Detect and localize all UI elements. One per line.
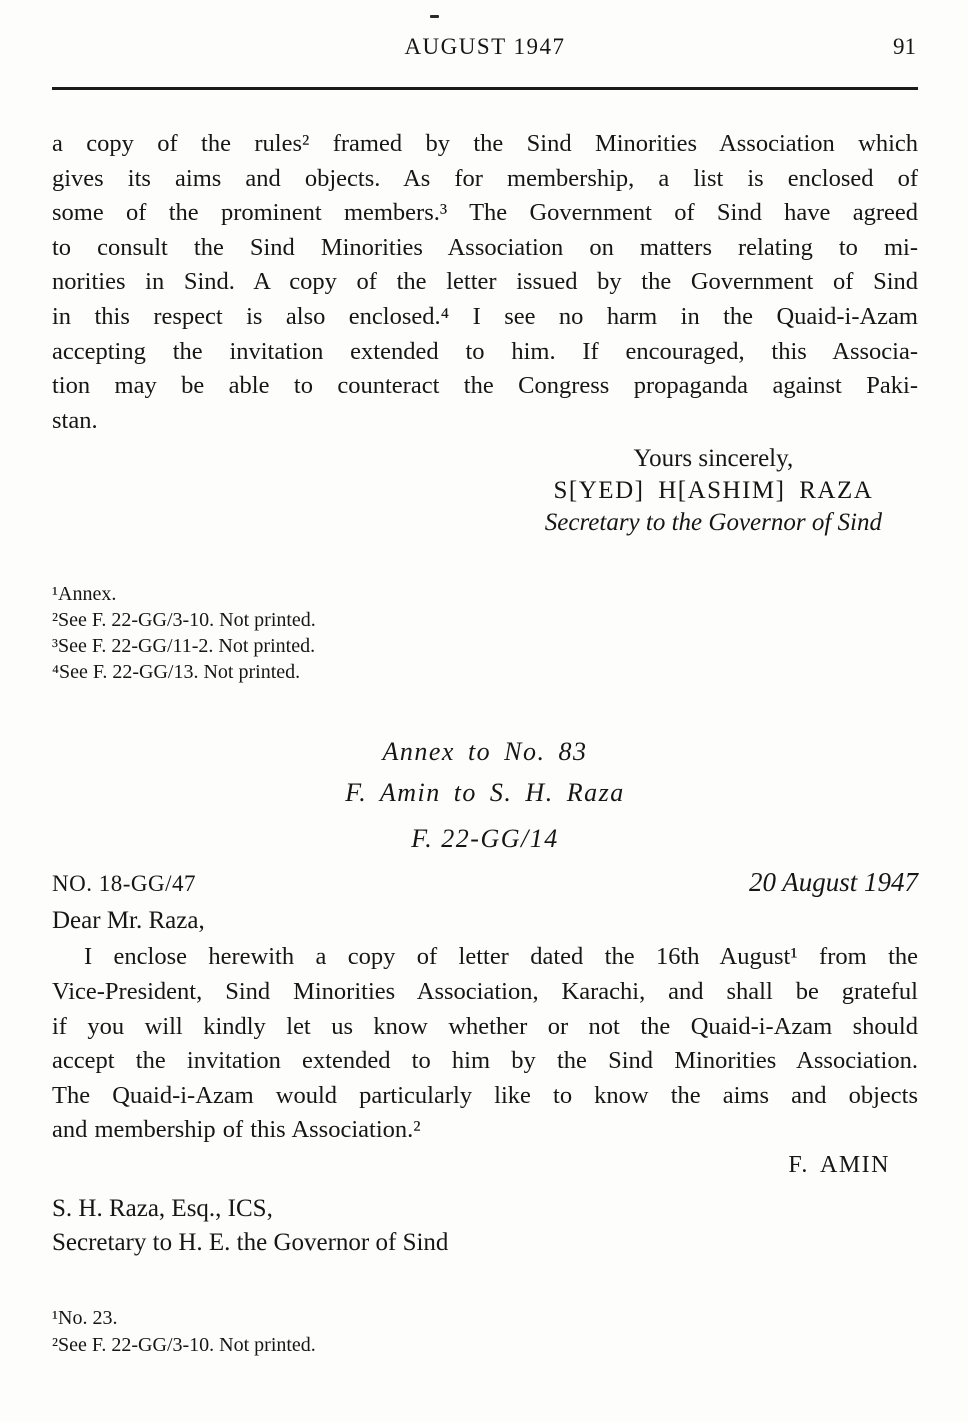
annex-footnotes <box>52 1305 918 1359</box>
annex-heading-line1: Annex to No. 83 <box>382 737 588 767</box>
annex-body <box>52 940 918 1148</box>
annex-heading-line2: F. Amin to S. H. Raza <box>345 778 625 808</box>
letter1-body <box>52 127 918 438</box>
footnote: ²See F. 22-GG/3-10. Not printed. <box>52 1333 316 1356</box>
annex-salutation: Dear Mr. Raza, <box>52 907 205 935</box>
annex-addressee-name: S. H. Raza, Esq., ICS, <box>52 1194 273 1222</box>
annex-line: and membership of this Association.² <box>52 1116 421 1144</box>
running-head-title: AUGUST 1947 <box>404 34 566 59</box>
annex-line: The Quaid-i-Azam would particularly like to know the aims and objects <box>52 1081 918 1109</box>
letter1-line: stan. <box>52 406 98 434</box>
letter1-signature-name: S[YED] H[ASHIM] RAZA <box>553 477 874 505</box>
footnote: ³See F. 22-GG/11-2. Not printed. <box>52 635 316 658</box>
footnote: ⁴See F. 22-GG/13. Not printed. <box>52 661 301 684</box>
annex-line: I enclose herewith a copy of letter dated the 16th August¹ from the <box>84 943 918 971</box>
annex-date: 20 August 1947 <box>748 867 918 898</box>
annex-heading <box>52 731 918 813</box>
letter1-closing: Yours sincerely, <box>633 445 794 473</box>
letter1-signature-block <box>545 443 882 539</box>
letter1-signature-title: Secretary to the Governor of Sind <box>544 509 882 537</box>
letter1-line: tion may be able to counteract the Congress propaganda against Paki- <box>52 372 918 400</box>
letter1-footnotes <box>52 581 918 685</box>
annex-line: accept the invitation extended to him by the Sind Minorities Association. <box>52 1047 918 1075</box>
annex-signature: F. AMIN <box>788 1151 890 1178</box>
running-header <box>52 34 918 64</box>
letter1-line: accepting the invitation extended to him. If encouraged, this Associa- <box>52 337 918 365</box>
header-rule <box>52 87 918 90</box>
letter1-line: in this respect is also enclosed.⁴ I see no harm in the Quaid-i-Azam <box>52 302 918 330</box>
annex-file-reference: F. 22-GG/14 <box>411 824 559 854</box>
letter1-line: some of the prominent members.³ The Government of Sind have agreed <box>52 199 918 227</box>
scan-artifact-dash <box>430 15 439 18</box>
letter1-line: gives its aims and objects. As for membership, a list is enclosed of <box>52 164 918 192</box>
annex-number-date-row <box>52 867 918 898</box>
annex-doc-number: NO. 18-GG/47 <box>52 871 196 897</box>
footnote: ¹Annex. <box>52 583 117 606</box>
footnote: ¹No. 23. <box>52 1306 118 1329</box>
footnote: ²See F. 22-GG/3-10. Not printed. <box>52 609 316 632</box>
annex-addressee <box>52 1192 918 1260</box>
annex-addressee-title: Secretary to H. E. the Governor of Sind <box>52 1228 449 1256</box>
annex-line: if you will kindly let us know whether or not the Quaid-i-Azam should <box>52 1012 918 1040</box>
letter1-line: norities in Sind. A copy of the letter issued by the Government of Sind <box>52 268 918 296</box>
page-number: 91 <box>893 34 916 59</box>
letter1-line: a copy of the rules² framed by the Sind Minorities Association which <box>52 130 918 157</box>
letter1-line: to consult the Sind Minorities Association on matters relating to mi- <box>52 233 918 261</box>
annex-line: Vice-President, Sind Minorities Association, Karachi, and shall be grateful <box>52 977 918 1005</box>
